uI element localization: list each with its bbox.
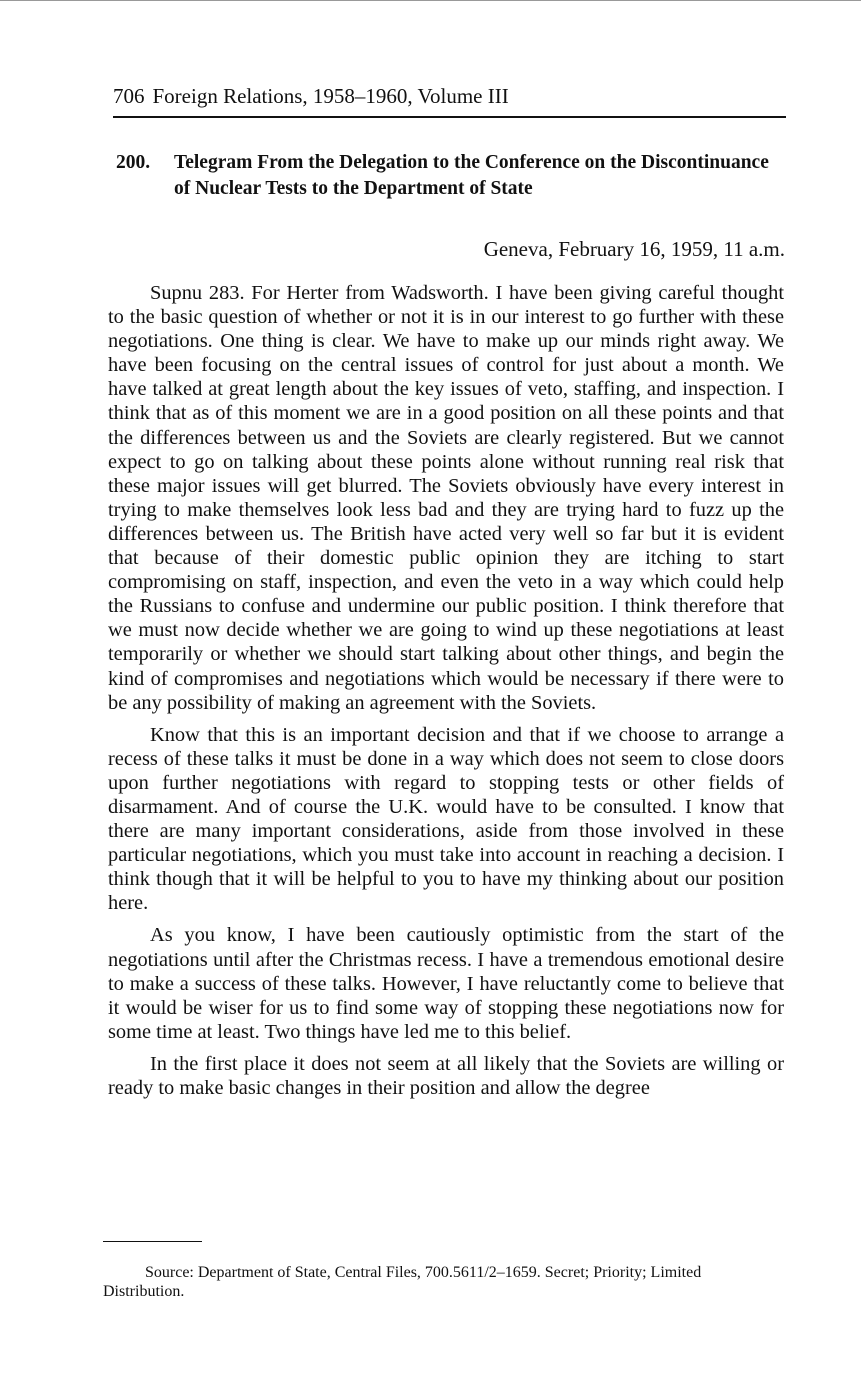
document-number: 200. bbox=[116, 152, 151, 173]
paragraph-4: In the first place it does not seem at all likely that the Soviets are willing or ready to make basic changes in their position and allow the degree bbox=[108, 1052, 784, 1099]
document-title: Telegram From the Delegation to the Conference on the Discontinuance of Nuclear Tests to the Department of State bbox=[174, 152, 769, 199]
document-body bbox=[108, 281, 784, 1108]
paragraph-3: As you know, I have been cautiously optimistic from the start of the negotiations until after the Christmas recess. I have a tremendous emotional desire to make a success of these talks. However, I have reluctantly come to believe that it would be wiser for us to find some way of stopping these negotiations now for some time at least. Two things have led me to this belief. bbox=[108, 924, 784, 1043]
running-title: Foreign Relations, 1958–1960, Volume III bbox=[152, 84, 509, 108]
scan-edge-rule bbox=[0, 0, 861, 1]
source-footnote: Source: Department of State, Central Files, 700.5611/2–1659. Secret; Priority; Limited Distribution. bbox=[103, 1264, 702, 1300]
running-header bbox=[113, 82, 785, 110]
paragraph-1: Supnu 283. For Herter from Wadsworth. I have been giving careful thought to the basic question of whether or not it is in our interest to go further with these negotiations. One thing is clear. We have to make up our minds right away. We have been focusing on the central issues of control for just about a month. We have talked at great length about the key issues of veto, staffing, and inspection. I think that as of this moment we are in a good position on all these points and that the differences between us and the Soviets are clearly registered. But we cannot expect to go on talking about these points alone without running real risk that these major issues will get blurred. The Soviets obviously have every interest in trying to make themselves look less bad and they are trying hard to fuzz up the differences between us. The British have acted very well so far but it is evident that because of their domestic public opinion they are itching to start compromising on staff, inspection, and even the veto in a way which could help the Russians to confuse and undermine our public position. I think therefore that we must now decide whether we are going to wind up these negotiations at least temporarily or whether we should start talking about other things, and begin the kind of compromises and negotiations which would be necessary if there were to be any possibility of making an agreement with the Soviets. bbox=[108, 282, 784, 714]
paragraph-2: Know that this is an important decision and that if we choose to arrange a recess of these talks it must be done in a way which does not seem to close doors upon further negotiations with regard to stopping tests or other fields of disarmament. And of course the U.K. would have to be consulted. I know that there are many important considerations, aside from those involved in these particular negotiations, which you must take into account in reaching a decision. I think though that it will be helpful to you to have my thinking about our position here. bbox=[108, 723, 784, 915]
footnote-rule bbox=[103, 1241, 202, 1242]
header-rule bbox=[113, 116, 786, 118]
dateline: Geneva, February 16, 1959, 11 a.m. bbox=[483, 237, 785, 261]
page-number: 706 bbox=[113, 84, 145, 108]
